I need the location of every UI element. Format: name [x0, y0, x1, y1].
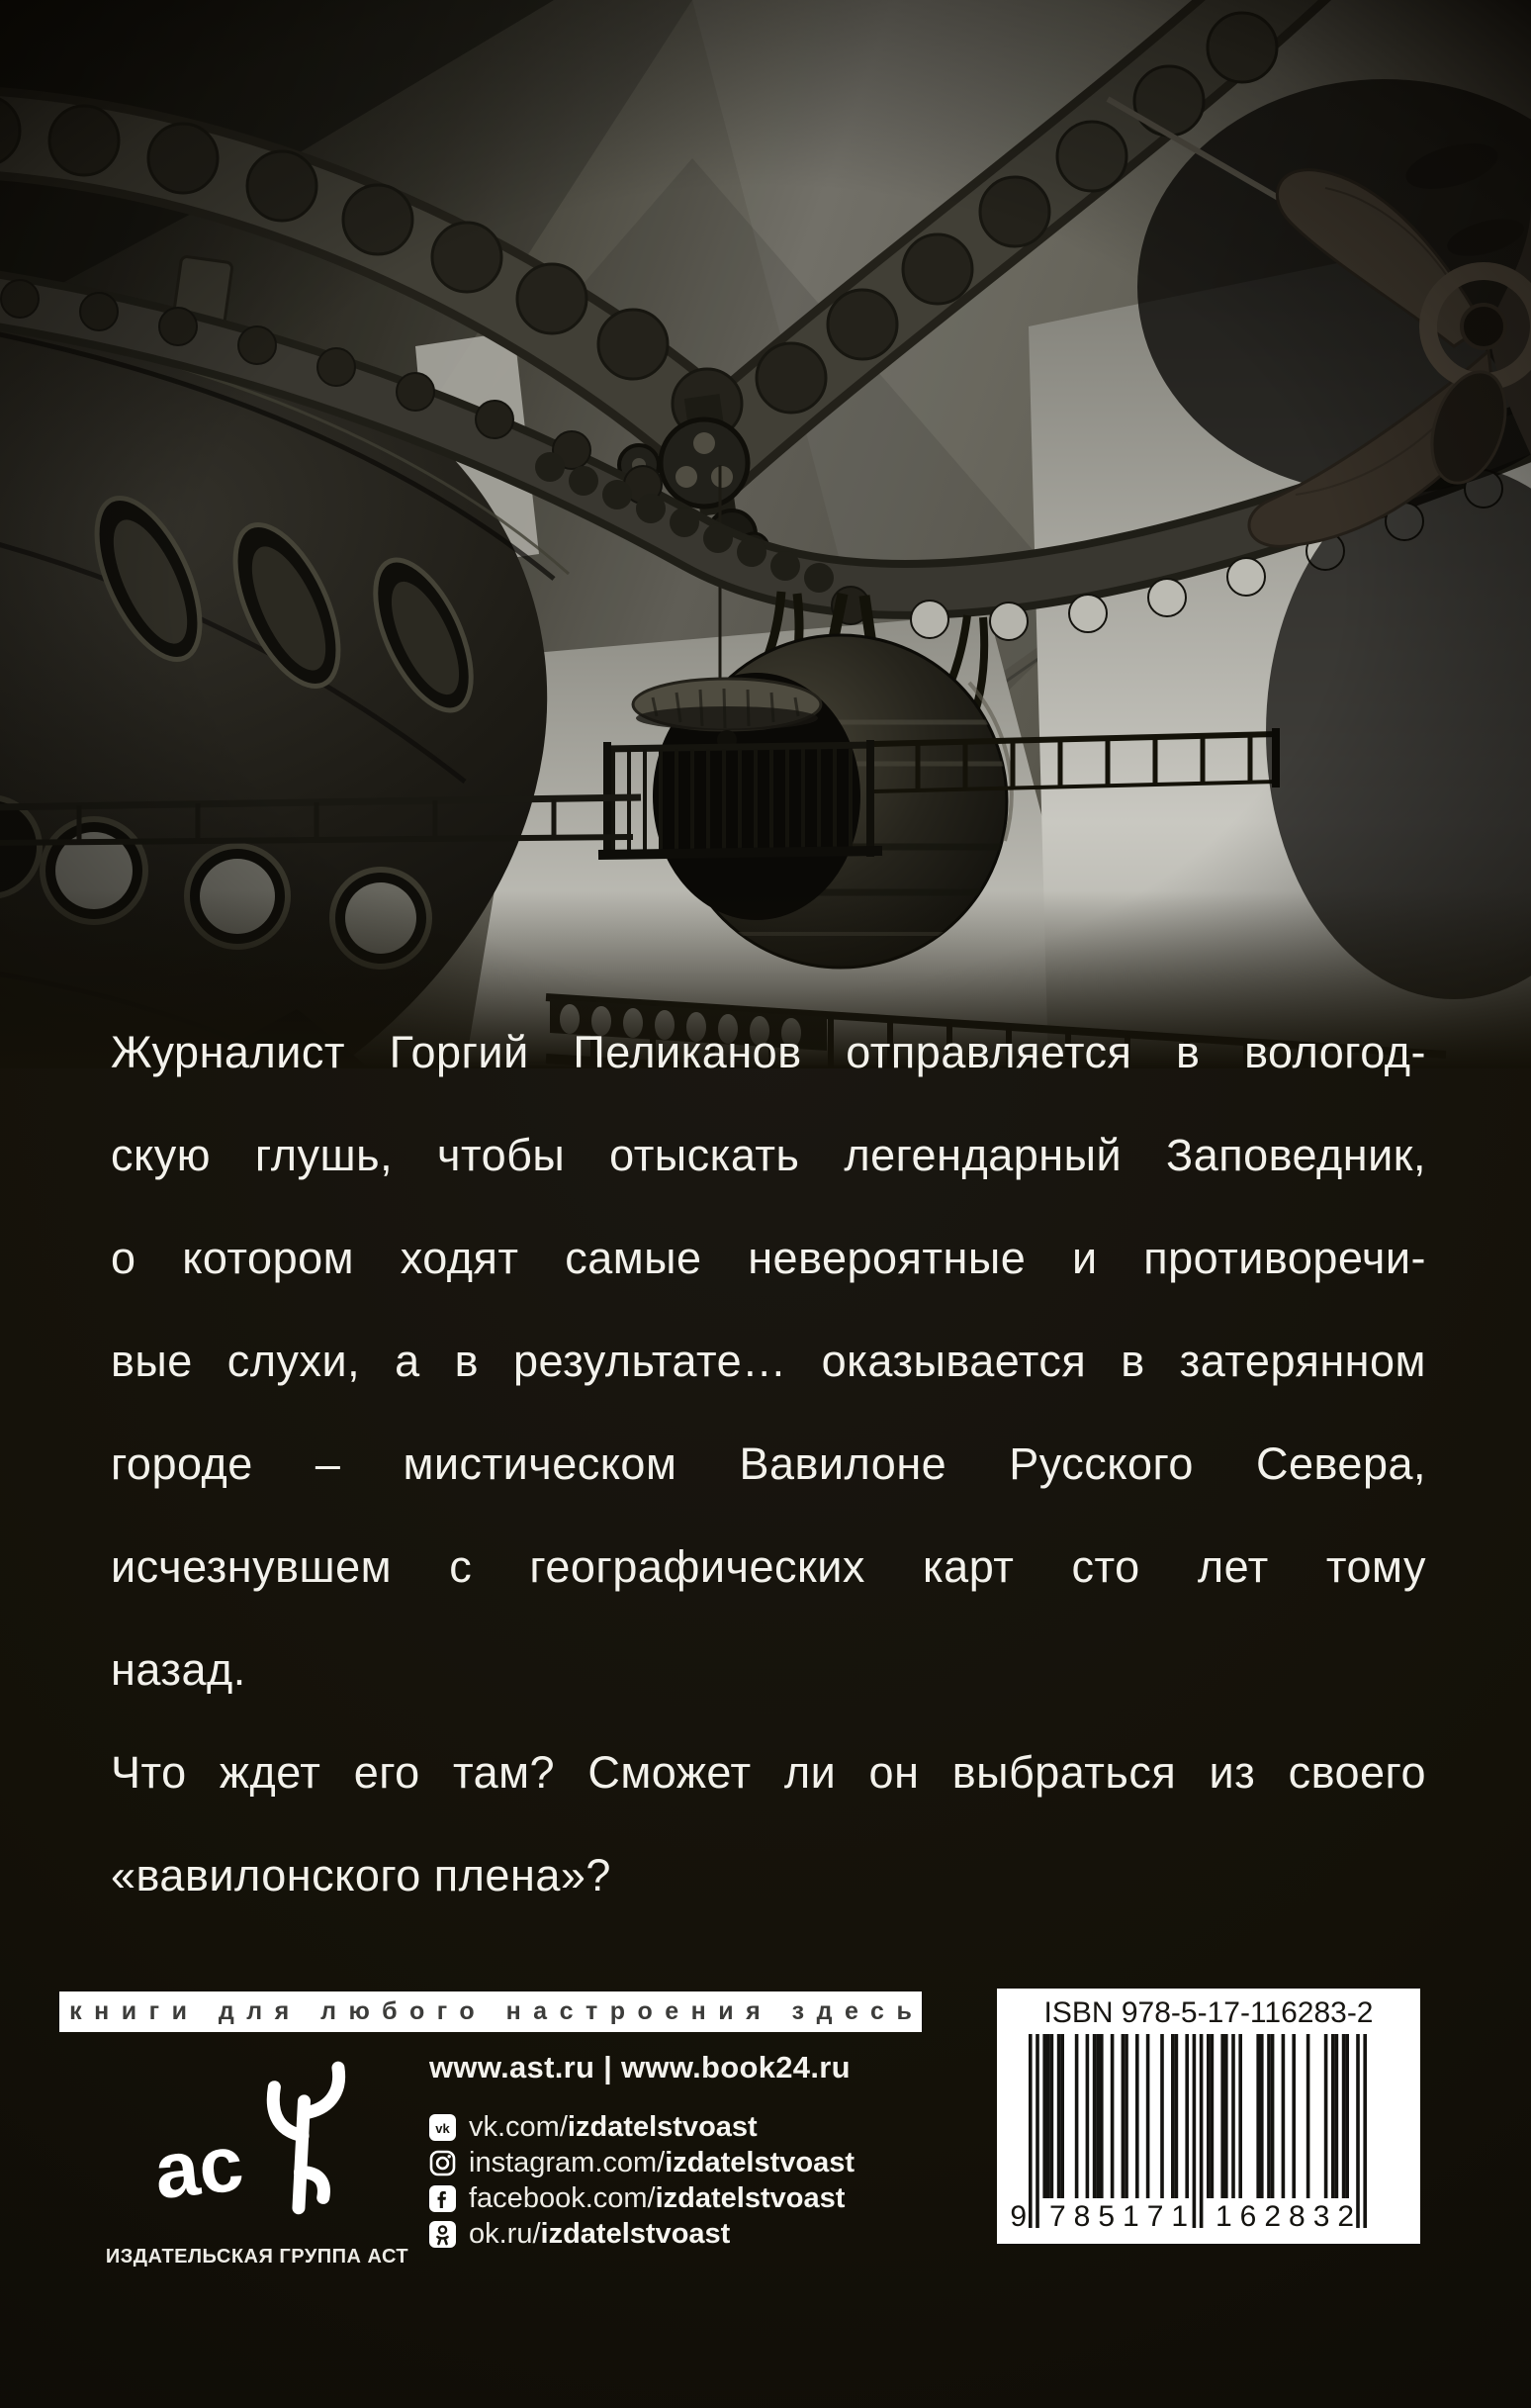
isbn-label: ISBN 978-5-17-116283-2	[1043, 1996, 1374, 2029]
publisher-caption: ИЗДАТЕЛЬСКАЯ ГРУППА АСТ	[105, 2246, 409, 2268]
ast-cactus-icon	[266, 2064, 340, 2210]
vk-icon	[429, 2114, 456, 2141]
synopsis-line: городе – мистическом Вавилоне Русского Севера,	[111, 1438, 1426, 1489]
ast-logo-letters: ас	[150, 2118, 247, 2216]
social-links	[429, 2109, 855, 2252]
barcode-box	[997, 1989, 1420, 2244]
social-prefix: facebook.com/	[469, 2181, 656, 2214]
synopsis-line: назад.	[111, 1644, 246, 1695]
facebook-icon	[429, 2185, 456, 2212]
airship-illustration	[0, 0, 1531, 1068]
synopsis-line: скую глушь, чтобы отыскать легендарный Заповедник,	[111, 1130, 1426, 1180]
synopsis-line: «вавилонского плена»?	[111, 1850, 611, 1900]
synopsis-line: о котором ходят самые невероятные и противоречи-	[111, 1233, 1426, 1283]
synopsis-line: вые слухи, а в результате… оказывается в затерянном	[111, 1336, 1426, 1386]
social-handle: izdatelstvoast	[567, 2110, 758, 2143]
barcode-digit-group-left: 785171	[1049, 2200, 1197, 2233]
slogan-text: книги для любого настроения здесь	[69, 1997, 925, 2025]
barcode-digit-first: 9	[1010, 2200, 1027, 2233]
social-prefix: instagram.com/	[469, 2146, 666, 2178]
instagram-icon	[429, 2150, 456, 2176]
synopsis	[111, 1001, 1426, 1927]
synopsis-line: исчезнувшем с географических карт сто лет тому	[111, 1541, 1426, 1592]
synopsis-line: Журналист Горгий Пеликанов отправляется в вологод-	[111, 1027, 1426, 1077]
social-row-instagram	[429, 2145, 855, 2180]
social-prefix: ok.ru/	[469, 2217, 541, 2250]
social-handle: izdatelstvoast	[540, 2217, 731, 2250]
barcode-digit-group-right: 162832	[1216, 2200, 1363, 2233]
social-row-vk	[429, 2109, 855, 2145]
social-row-ok	[429, 2216, 855, 2252]
social-prefix: vk.com/	[469, 2110, 568, 2143]
websites: www.ast.ru | www.book24.ru	[429, 2050, 851, 2084]
ast-logo	[117, 2042, 384, 2235]
links-column	[429, 2050, 855, 2252]
svg-text:vk: vk	[435, 2120, 450, 2136]
social-handle: izdatelstvoast	[655, 2181, 846, 2214]
social-row-facebook	[429, 2180, 855, 2216]
synopsis-line: Что ждет его там? Сможет ли он выбраться из своего	[111, 1747, 1426, 1798]
ok-icon	[429, 2221, 456, 2248]
slogan-bar	[59, 1991, 925, 2032]
social-handle: izdatelstvoast	[665, 2146, 856, 2178]
